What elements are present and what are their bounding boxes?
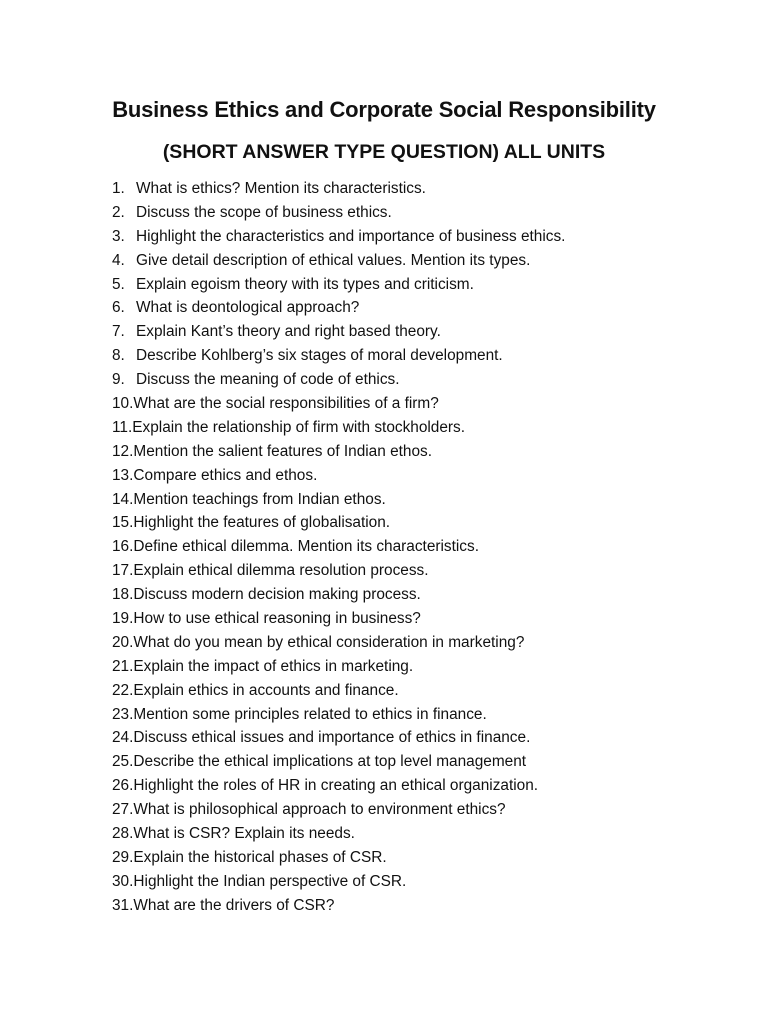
question-item [112,774,752,798]
question-item [112,488,752,512]
question-item [112,392,752,416]
question-item [112,726,752,750]
question-number: 23. [112,705,134,723]
question-number: 11. [112,418,133,436]
question-text: Describe the ethical implications at top level management [133,753,527,771]
question-item [112,583,752,607]
question-number: 30. [112,872,134,890]
question-text: Define ethical dilemma. Mention its characteristics. [133,538,479,556]
question-item [112,679,752,703]
question-text: Explain the historical phases of CSR. [133,848,387,866]
question-text: Highlight the features of globalisation. [133,514,391,532]
question-text: What is CSR? Explain its needs. [133,825,355,843]
question-number: 28. [112,825,134,843]
question-number: 27. [112,801,134,819]
question-number: 26. [112,777,134,795]
question-text: Explain the impact of ethics in marketing. [133,657,414,675]
question-item [112,177,752,201]
question-item [112,249,752,273]
question-item [112,440,752,464]
question-number: 14. [112,490,134,508]
question-item [112,559,752,583]
question-number: 22. [112,681,134,699]
question-text: What are the drivers of CSR? [133,896,335,914]
question-number: 21. [112,657,134,675]
question-item [112,846,752,870]
question-number: 18. [112,586,134,604]
question-text: Discuss ethical issues and importance of ethics in finance. [133,729,531,747]
question-item [112,344,752,368]
question-text: Explain egoism theory with its types and criticism. [136,275,474,293]
question-text: What is philosophical approach to environment ethics? [133,801,506,819]
question-text: Give detail description of ethical values. Mention its types. [136,251,531,269]
question-text: How to use ethical reasoning in business? [133,610,421,628]
question-item [112,320,752,344]
question-number: 31. [112,896,134,914]
question-number: 3. [112,227,125,245]
question-item [112,511,752,535]
question-item [112,750,752,774]
question-text: Explain the relationship of firm with stockholders. [132,418,466,436]
question-list [112,177,752,918]
question-number: 15. [112,514,134,532]
question-number: 25. [112,753,134,771]
question-text: What is ethics? Mention its characteristics. [136,180,426,197]
question-number: 2. [112,203,125,221]
question-item [112,894,752,918]
question-text: Explain Kant’s theory and right based theory. [136,323,441,341]
question-number: 5. [112,275,125,293]
question-item [112,273,752,297]
question-number: 16. [112,538,134,556]
question-number: 4. [112,251,125,269]
question-text: Mention some principles related to ethics in finance. [133,705,487,723]
question-text: Mention the salient features of Indian ethos. [133,442,433,460]
question-item [112,798,752,822]
question-item [112,631,752,655]
question-number: 13. [112,466,134,484]
question-number: 6. [112,299,125,317]
question-text: Highlight the characteristics and importance of business ethics. [136,227,566,245]
question-text: Highlight the Indian perspective of CSR. [133,872,407,890]
question-number: 7. [112,323,125,341]
question-item [112,535,752,559]
question-item [112,464,752,488]
question-number: 9. [112,371,125,389]
question-number: 17. [112,562,134,580]
question-item [112,607,752,631]
question-text: Compare ethics and ethos. [133,466,318,484]
question-text: What are the social responsibilities of a firm? [133,395,439,413]
question-text: What do you mean by ethical consideration in marketing? [133,633,525,651]
question-item [112,655,752,679]
question-text: What is deontological approach? [136,299,360,317]
question-number: 10. [112,395,134,413]
question-item [112,870,752,894]
question-item [112,703,752,727]
question-item [112,368,752,392]
question-number: 19. [112,610,134,628]
question-text: Explain ethical dilemma resolution process. [133,562,429,580]
question-item [112,296,752,320]
question-text: Explain ethics in accounts and finance. [133,681,399,699]
question-number: 8. [112,347,125,365]
question-text: Highlight the roles of HR in creating an ethical organization. [133,777,539,795]
question-text: Discuss modern decision making process. [133,586,421,604]
question-number: 20. [112,633,134,651]
document-subtitle: (SHORT ANSWER TYPE QUESTION) ALL UNITS [162,141,606,163]
question-number: 24. [112,729,134,747]
question-number: 12. [112,442,134,460]
question-item [112,225,752,249]
question-text: Describe Kohlberg’s six stages of moral development. [136,347,503,365]
question-item [112,416,752,440]
question-item [112,201,752,225]
question-text: Discuss the scope of business ethics. [136,203,392,221]
question-number: 29. [112,848,134,866]
question-text: Discuss the meaning of code of ethics. [136,371,400,389]
question-number: 1. [112,180,125,197]
question-text: Mention teachings from Indian ethos. [133,490,386,508]
document-title: Business Ethics and Corporate Social Responsibility [112,97,656,122]
question-item [112,822,752,846]
